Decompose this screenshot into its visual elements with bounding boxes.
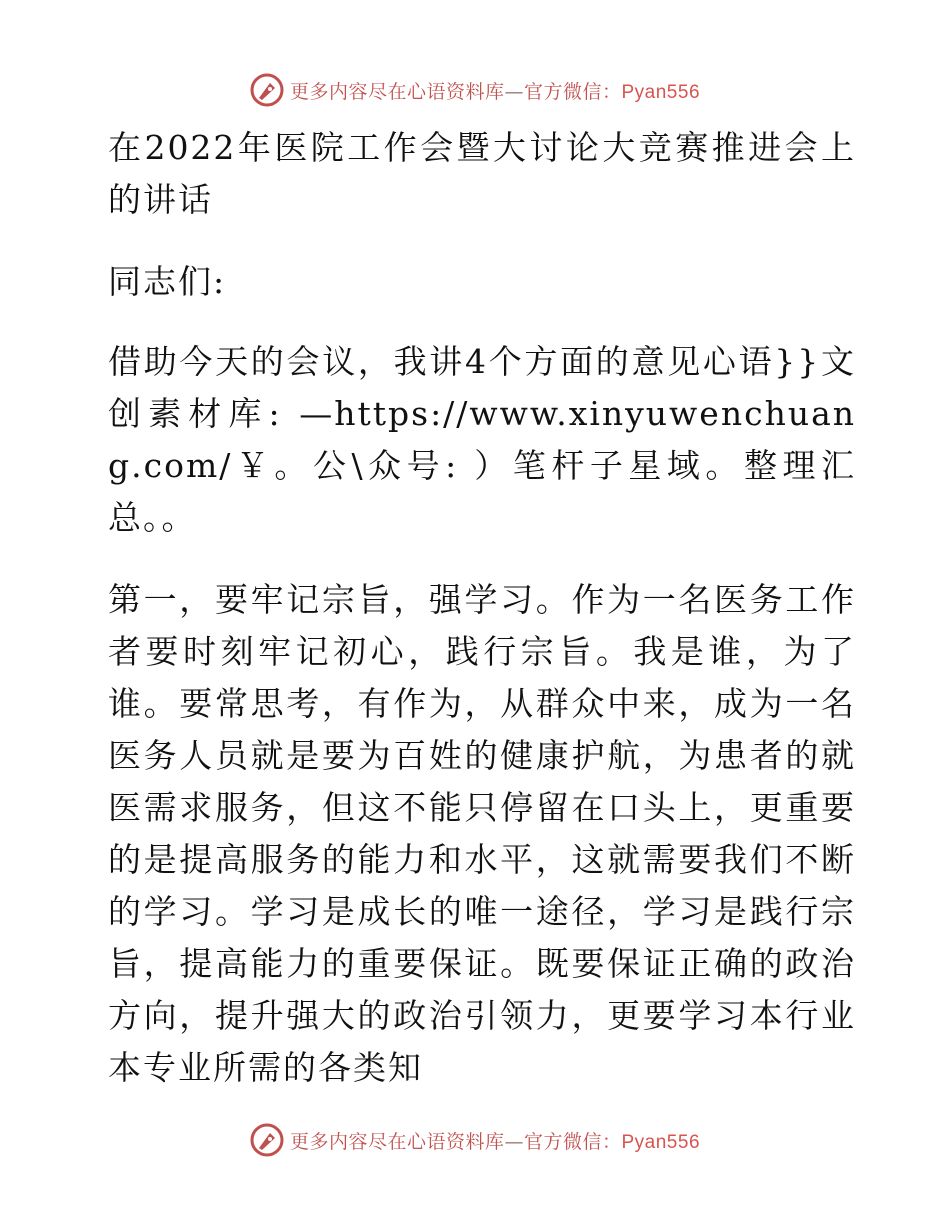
- pen-nib-logo-icon: [250, 1123, 284, 1157]
- greeting: 同志们:: [108, 262, 227, 301]
- watermark-footer: [0, 1120, 950, 1160]
- intro-paragraph: 借助今天的会议，我讲4个方面的意见心语}}文创素材库: —https://www.xinyuwenchuang.com/￥。公\众号: ）笔杆子星域。整理汇总。。: [108, 342, 856, 537]
- watermark-main-text: 更多内容尽在心语资料库: [289, 1130, 505, 1153]
- watermark-official-label: 官方微信：: [523, 80, 622, 103]
- pen-nib-logo-icon: [250, 73, 284, 107]
- watermark-main-text: 更多内容尽在心语资料库: [289, 80, 505, 103]
- watermark-separator: —: [504, 80, 524, 103]
- watermark-wechat-id: Pyan556: [621, 1131, 701, 1153]
- document-title: 在2022年医院工作会暨大讨论大竞赛推进会上的讲话: [108, 128, 856, 219]
- watermark-header: [0, 70, 950, 110]
- watermark-wechat-id: Pyan556: [621, 81, 701, 103]
- body-paragraph: 第一，要牢记宗旨，强学习。作为一名医务工作者要时刻牢记初心，践行宗旨。我是谁，为了谁。要常思考，有作为，从群众中来，成为一名医务人员就是要为百姓的健康护航，为患者的就医需求服务，但这不能只停留在口头上，更重要的是提高服务的能力和水平，这就需要我们不断的学习。学习是成长的唯一途径，学习是践行宗旨，提高能力的重要保证。既要保证正确的政治方向，提升强大的政治引领力，更要学习本行业本专业所需的各类知: [108, 580, 856, 1087]
- watermark-official-label: 官方微信：: [523, 1130, 622, 1153]
- watermark-separator: —: [504, 1130, 524, 1153]
- document-body: [96, 122, 856, 1094]
